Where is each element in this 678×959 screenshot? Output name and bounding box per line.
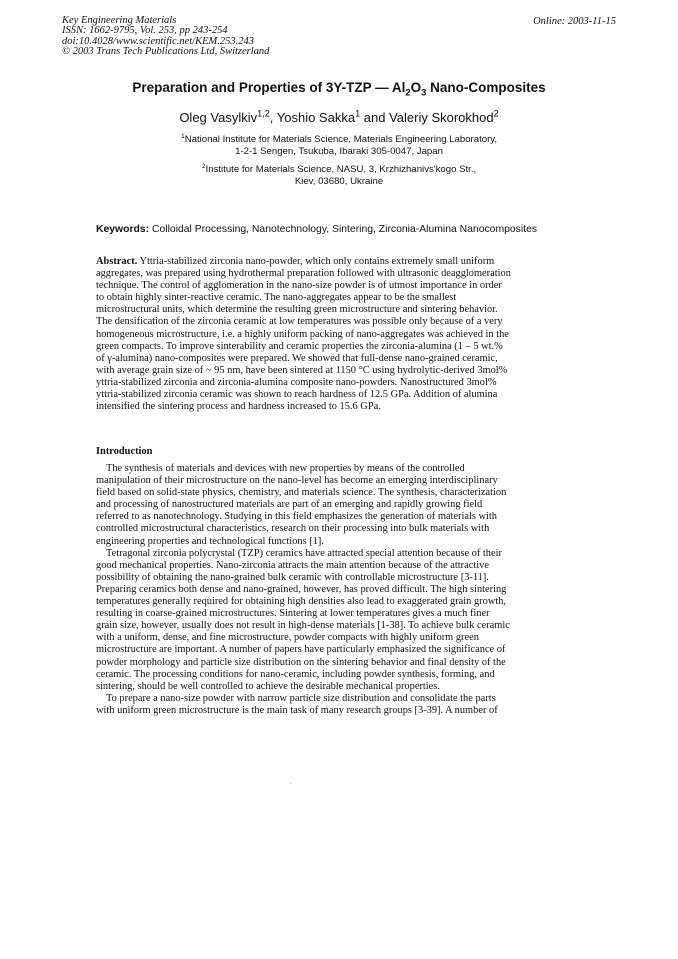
title-prefix: Preparation and Properties of 3Y-TZP — Al — [132, 80, 406, 95]
affiliation-line — [0, 134, 678, 146]
abstract-line: yttria-stabilized zirconia ceramic was shown to reach hardness of 12.5 GPa. Addition of alumina — [96, 389, 498, 401]
section-heading-introduction: Introduction — [96, 446, 153, 457]
abstract-line: technique. The control of agglomeration in the nano-size powder is of utmost importance in order — [96, 280, 502, 292]
abstract-line: microstructural units, which determine the resulting green microstructure and sintering behavior. — [96, 304, 498, 316]
affiliation-mark: 1 — [180, 132, 185, 140]
introduction-line: referred to as nanotechnology. Studying in this field emphasizes the generation of materials with — [96, 511, 497, 523]
introduction-line: resulting in coarse-grained microstructures. Sintering at lower temperatures gives a much finer — [96, 608, 490, 620]
title-sub-o: 3 — [421, 87, 427, 99]
affiliation-line: 1-2-1 Sengen, Tsukuba, Ibaraki 305-0047, Japan — [235, 146, 443, 157]
introduction-line: The synthesis of materials and devices with new properties by means of the controlled — [106, 463, 465, 474]
author-separator: and — [360, 110, 390, 125]
affiliation-text: National Institute for Materials Science, Materials Engineering Laboratory, — [184, 134, 498, 145]
author-name: Valeriy Skorokhod — [389, 110, 494, 125]
abstract-line: aggregates, was prepared using hydrothermal preparation followed with ultrasonic deagglomeration — [96, 268, 511, 280]
abstract-line: homogeneous microstructure, i.e. a highly uniform packing of nano-aggregates was achieved in the — [96, 328, 509, 340]
introduction-line: manipulation of their microstructure on the nano-level has become an emerging interdisciplinary — [96, 475, 498, 487]
abstract-text: Yttria-stabilized zirconia nano-powder, which only contains extremely small uniform — [137, 256, 495, 267]
abstract — [96, 256, 542, 413]
author-name: Oleg Vasylkiv — [179, 110, 258, 125]
introduction-line: temperatures generally required for obtaining high densities also lead to exaggerated grain growth, — [96, 596, 506, 608]
author-affiliation-mark: 2 — [493, 108, 499, 119]
abstract-line: of γ-alumina) nano-composites were prepared. We showed that full-dense nano-grained ceramic, — [96, 352, 498, 364]
introduction-line: To prepare a nano-size powder with narrow particle size distribution and consolidate the parts — [106, 692, 496, 704]
paper-title — [0, 80, 678, 99]
keywords-text: Colloidal Processing, Nanotechnology, Sintering, Zirconia-Alumina Nanocomposites — [149, 224, 538, 235]
author-list — [0, 110, 678, 125]
introduction-line: microstructure are important. A number of papers have particularly emphasized the significance of — [96, 644, 506, 656]
introduction-body — [96, 463, 542, 717]
keywords-label: Keywords: — [96, 224, 150, 235]
abstract-line: green compacts. To improve sinterability and ceramic properties the zirconia-alumina (1 – 5 wt.% — [96, 340, 503, 352]
author-name: Yoshio Sakka — [276, 110, 356, 125]
affiliation-line — [0, 164, 678, 176]
affiliation-1 — [0, 134, 678, 158]
introduction-line: sintering, should be well controlled to achieve the desirable mechanical properties. — [96, 680, 440, 692]
journal-citation — [62, 16, 269, 58]
introduction-line: field based on solid-state physics, chemistry, and materials science. The synthesis, characterization — [96, 487, 507, 499]
abstract-line — [96, 256, 542, 268]
affiliation-text: Institute for Materials Science, NASU, 3, Krzhizhanivs'kogo Str., — [205, 164, 477, 175]
scan-speck — [290, 783, 291, 784]
abstract-line: with average grain size of ~ 95 nm, have been sintered at 1150 °C using hydrolytic-derived 3mol% — [96, 364, 508, 376]
affiliation-mark: 2 — [201, 162, 206, 170]
introduction-line: and processing of nanostructured materials are part of an emerging and rapidly growing field — [96, 499, 483, 511]
introduction-line: good mechanical properties. Nano-zirconia attracts the main attention because of the attractive — [96, 559, 489, 571]
journal-doi: doi:10.4028/www.scientific.net/KEM.253.243 — [62, 35, 254, 47]
journal-copyright: © 2003 Trans Tech Publications Ltd, Switzerland — [62, 46, 270, 58]
abstract-line: yttria-stabilized zirconia and zirconia-alumina composite nano-powders. Nanostructured 3mol% — [96, 376, 497, 388]
journal-issn: ISSN: 1662-9795, Vol. 253, pp 243-254 — [62, 25, 228, 37]
introduction-line: possibility of obtaining the nano-grained bulk ceramic with controllable microstructure [3-11]. — [96, 571, 489, 583]
introduction-line: with uniform green microstructure is the main task of many research groups [3-39]. A number of — [96, 704, 498, 716]
introduction-line: engineering properties and technological functions [1]. — [96, 535, 324, 547]
introduction-line: with a uniform, dense, and fine microstructure, powder compacts with highly uniform green — [96, 632, 479, 644]
abstract-line: intensified the sintering process and hardness increased to 15.6 GPa. — [96, 401, 381, 413]
abstract-label: Abstract. — [96, 256, 138, 267]
author-separator: , — [269, 110, 277, 125]
author-affiliation-mark: 1,2 — [257, 108, 270, 119]
affiliation-2 — [0, 164, 678, 188]
introduction-line: Preparing ceramics both dense and nano-grained, however, has proved difficult. The high sintering — [96, 583, 507, 595]
introduction-line: powder morphology and particle size distribution on the sintering behavior and final density of the — [96, 656, 506, 668]
online-date: Online: 2003-11-15 — [533, 16, 616, 27]
journal-name: Key Engineering Materials — [62, 15, 177, 26]
affiliation-line: Kiev, 03680, Ukraine — [294, 176, 384, 187]
title-suffix: Nano-Composites — [426, 80, 546, 95]
abstract-line: to obtain highly sinter-reactive ceramic. The nano-aggregates appear to be the smallest — [96, 292, 457, 304]
introduction-line: grain size, however, usually does not result in high-dense materials [1-38]. To achieve bulk ceramic — [96, 620, 510, 632]
title-sub-al: 2 — [405, 87, 411, 99]
introduction-line: ceramic. The processing conditions for nano-ceramic, including powder synthesis, forming, and — [96, 668, 495, 680]
author-affiliation-mark: 1 — [355, 108, 361, 119]
abstract-line: The densification of the zirconia ceramic at low temperatures was possible only because of a very — [96, 316, 503, 328]
keywords — [96, 224, 596, 235]
title-mid: O — [410, 80, 422, 95]
introduction-line: Tetragonal zirconia polycrystal (TZP) ceramics have attracted special attention because of their — [106, 547, 502, 559]
introduction-line: controlled microstructural characteristics, research on their processing into bulk materials with — [96, 523, 490, 535]
